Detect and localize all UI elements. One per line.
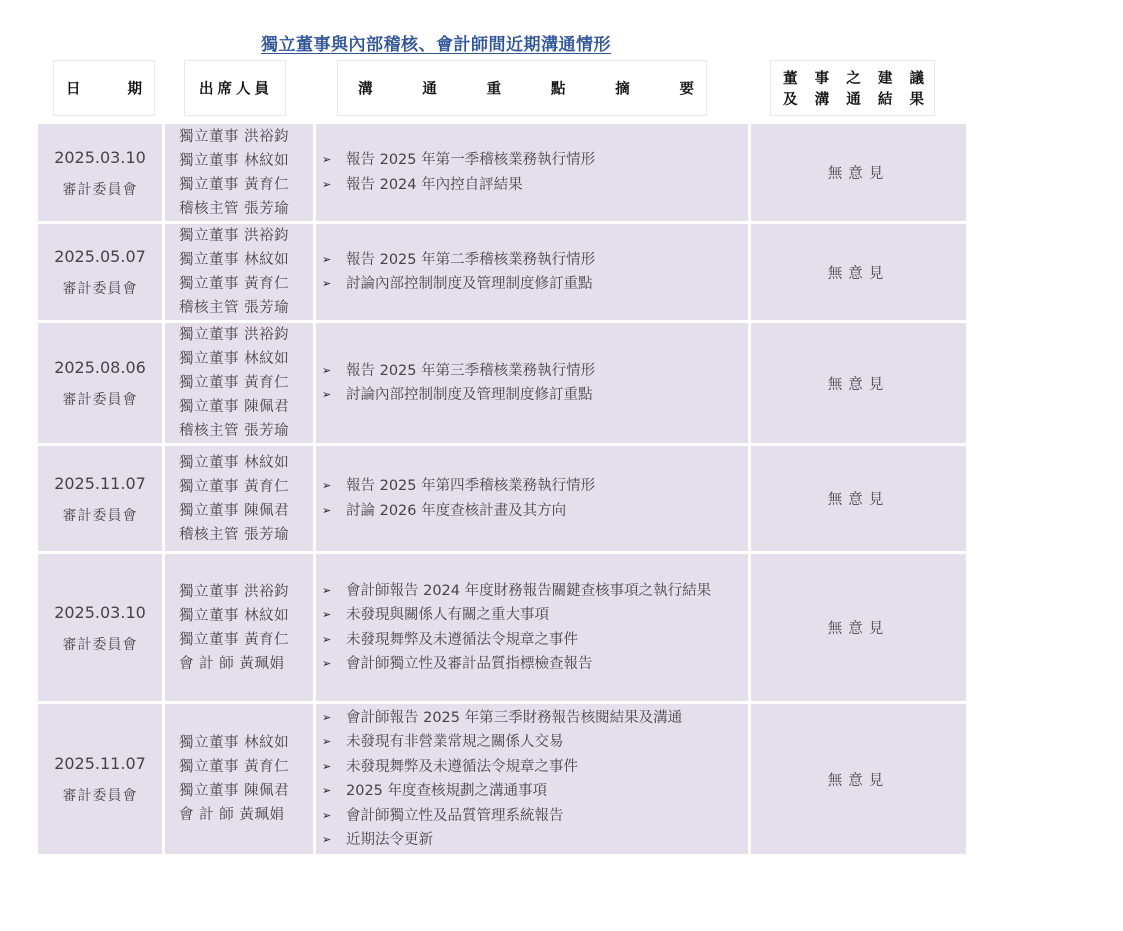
meeting-date: 2025.03.10	[54, 147, 146, 167]
arrow-bullet-icon: ➢	[322, 808, 332, 822]
header-attendees	[184, 60, 286, 116]
result-cell	[751, 446, 966, 551]
attendee: 稽核主管 張芳瑜	[179, 200, 290, 217]
header-result-char: 結	[877, 92, 893, 108]
summary-cell	[316, 446, 748, 551]
summary-item	[322, 383, 748, 408]
summary-item	[322, 148, 748, 173]
header-summary-char: 重	[486, 81, 502, 98]
attendee: 獨立董事 黃育仁	[179, 631, 290, 648]
table-row	[38, 704, 966, 854]
date-cell	[38, 323, 162, 443]
summary-item	[322, 499, 748, 524]
result-cell	[751, 323, 966, 443]
date-cell	[38, 446, 162, 551]
committee-name: 審計委員會	[62, 392, 138, 408]
attendee: 獨立董事 黃育仁	[179, 375, 290, 391]
summary-text: 未發現舞弊及未遵循法令規章之事件	[346, 758, 578, 775]
attendee: 獨立董事 陳佩君	[179, 502, 290, 519]
attendee: 獨立董事 黃育仁	[179, 176, 290, 193]
date-cell	[38, 554, 162, 701]
summary-text: 未發現有非營業常規之關係人交易	[346, 734, 564, 750]
header-summary-char: 要	[679, 81, 694, 98]
meeting-date: 2025.05.07	[54, 247, 146, 266]
header-summary	[337, 60, 707, 116]
arrow-bullet-icon: ➢	[322, 363, 332, 377]
attendees-cell	[165, 704, 313, 854]
summary-text: 會計師獨立性及品質管理系統報告	[346, 807, 564, 824]
header-summary-char: 點	[550, 81, 566, 98]
attendee: 獨立董事 林紋如	[179, 351, 290, 367]
table-row	[38, 446, 966, 551]
attendees-cell	[165, 224, 313, 320]
arrow-bullet-icon: ➢	[322, 153, 332, 166]
arrow-bullet-icon: ➢	[322, 177, 332, 191]
attendee: 獨立董事 洪裕鈞	[179, 583, 290, 600]
attendee: 獨立董事 林紋如	[179, 735, 290, 751]
summary-text: 討論內部控制制度及管理制度修訂重點	[346, 276, 593, 292]
attendee: 稽核主管 張芳瑜	[179, 300, 290, 316]
summary-text: 會計師報告 2024 年度財務報告關鍵查核事項之執行結果	[346, 582, 712, 599]
arrow-bullet-icon: ➢	[322, 277, 332, 290]
attendee: 稽核主管 張芳瑜	[179, 423, 290, 439]
table-row	[38, 554, 966, 701]
arrow-bullet-icon: ➢	[322, 784, 332, 797]
header-summary-char: 摘	[615, 81, 630, 98]
summary-cell	[316, 323, 748, 443]
page-title: 獨立董事與內部稽核、會計師間近期溝通情形	[261, 35, 611, 55]
committee-name: 審計委員會	[62, 788, 138, 804]
summary-cell	[316, 554, 748, 701]
meeting-date: 2025.08.06	[54, 358, 146, 377]
attendee: 稽核主管 張芳瑜	[179, 526, 290, 543]
result-text: 無意見	[827, 772, 890, 789]
summary-text: 未發現舞弊及未遵循法令規章之事件	[346, 631, 578, 648]
date-cell	[38, 224, 162, 320]
header-result	[770, 60, 935, 116]
attendee: 獨立董事 林紋如	[179, 152, 290, 169]
meeting-date: 2025.03.10	[54, 602, 146, 622]
header-result-char: 議	[909, 71, 924, 87]
header-date	[53, 60, 155, 116]
summary-item	[322, 706, 748, 731]
header-result-char: 果	[909, 92, 924, 108]
summary-cell	[316, 224, 748, 320]
arrow-bullet-icon: ➢	[322, 388, 332, 401]
attendee: 獨立董事 黃育仁	[179, 759, 290, 775]
arrow-bullet-icon: ➢	[322, 608, 332, 621]
summary-item	[322, 272, 748, 297]
summary-text: 會計師報告 2025 年第三季財務報告核閱結果及溝通	[346, 709, 683, 726]
arrow-bullet-icon: ➢	[322, 833, 332, 846]
committee-name: 審計委員會	[62, 636, 138, 653]
arrow-bullet-icon: ➢	[322, 735, 332, 748]
attendee: 會 計 師 黃珮娟	[179, 807, 285, 823]
result-text: 無意見	[827, 492, 890, 508]
header-attendees-label: 出席人員	[199, 81, 273, 98]
attendee: 獨立董事 黃育仁	[179, 276, 290, 292]
header-result-char: 及	[783, 92, 798, 108]
result-cell	[751, 704, 966, 854]
attendee: 獨立董事 洪裕鈞	[179, 327, 290, 343]
date-cell	[38, 704, 162, 854]
meeting-date: 2025.11.07	[54, 473, 146, 493]
summary-item	[322, 579, 748, 604]
summary-text: 報告 2025 年第一季稽核業務執行情形	[346, 152, 596, 168]
summary-text: 報告 2025 年第三季稽核業務執行情形	[346, 362, 596, 379]
table-row	[38, 224, 966, 320]
committee-name: 審計委員會	[62, 181, 138, 198]
summary-item	[322, 779, 748, 804]
attendee: 獨立董事 林紋如	[179, 252, 290, 268]
summary-item	[322, 248, 748, 273]
arrow-bullet-icon: ➢	[322, 479, 332, 492]
summary-text: 未發現與關係人有關之重大事項	[346, 607, 549, 623]
summary-cell	[316, 704, 748, 854]
summary-item	[322, 359, 748, 384]
attendees-cell	[165, 124, 313, 221]
result-text: 無意見	[827, 166, 890, 182]
attendee: 獨立董事 洪裕鈞	[179, 128, 290, 145]
summary-item	[322, 804, 748, 829]
summary-text: 討論 2026 年度查核計畫及其方向	[346, 502, 567, 519]
attendee: 獨立董事 黃育仁	[179, 478, 290, 495]
header-summary-char: 通	[422, 81, 437, 98]
communication-table	[38, 124, 966, 857]
header-date-char: 日	[66, 81, 81, 98]
result-text: 無意見	[827, 265, 890, 282]
summary-item	[322, 730, 748, 755]
attendee: 獨立董事 林紋如	[179, 607, 290, 624]
summary-text: 近期法令更新	[346, 832, 433, 848]
arrow-bullet-icon: ➢	[322, 583, 332, 597]
result-cell	[751, 224, 966, 320]
summary-text: 報告 2024 年內控自評結果	[346, 176, 523, 193]
meeting-date: 2025.11.07	[54, 754, 146, 773]
arrow-bullet-icon: ➢	[322, 252, 332, 266]
attendee: 獨立董事 陳佩君	[179, 783, 290, 799]
attendee: 會 計 師 黃珮娟	[179, 655, 285, 672]
summary-item	[322, 173, 748, 198]
header-result-char: 通	[846, 92, 861, 108]
arrow-bullet-icon: ➢	[322, 710, 332, 724]
summary-text: 報告 2025 年第二季稽核業務執行情形	[346, 251, 596, 268]
attendee: 獨立董事 洪裕鈞	[179, 228, 290, 244]
attendees-cell	[165, 554, 313, 701]
header-date-char: 期	[127, 81, 142, 98]
arrow-bullet-icon: ➢	[322, 657, 332, 670]
summary-text: 會計師獨立性及審計品質指標檢查報告	[346, 656, 593, 672]
header-result-char: 董	[783, 71, 798, 87]
date-cell	[38, 124, 162, 221]
attendee: 獨立董事 陳佩君	[179, 399, 290, 415]
table-row	[38, 323, 966, 443]
summary-text: 報告 2025 年第四季稽核業務執行情形	[346, 478, 596, 494]
arrow-bullet-icon: ➢	[322, 632, 332, 646]
attendees-cell	[165, 446, 313, 551]
result-cell	[751, 124, 966, 221]
arrow-bullet-icon: ➢	[322, 503, 332, 517]
committee-name: 審計委員會	[62, 281, 138, 297]
header-summary-char: 溝	[358, 81, 373, 98]
table-row	[38, 124, 966, 221]
summary-item	[322, 755, 748, 780]
result-cell	[751, 554, 966, 701]
summary-cell	[316, 124, 748, 221]
summary-text: 2025 年度查核規劃之溝通事項	[346, 783, 548, 799]
result-text: 無意見	[827, 376, 890, 393]
summary-item	[322, 828, 748, 853]
summary-text: 討論內部控制制度及管理制度修訂重點	[346, 387, 593, 403]
header-result-char: 溝	[814, 92, 830, 108]
header-result-char: 之	[846, 71, 861, 87]
attendee: 獨立董事 林紋如	[179, 454, 290, 471]
summary-item	[322, 628, 748, 653]
attendees-cell	[165, 323, 313, 443]
arrow-bullet-icon: ➢	[322, 759, 332, 773]
result-text: 無意見	[827, 621, 890, 637]
header-result-char: 事	[814, 71, 830, 87]
committee-name: 審計委員會	[62, 507, 138, 524]
summary-item	[322, 652, 748, 677]
header-result-char: 建	[877, 71, 893, 87]
summary-item	[322, 474, 748, 499]
summary-item	[322, 603, 748, 628]
